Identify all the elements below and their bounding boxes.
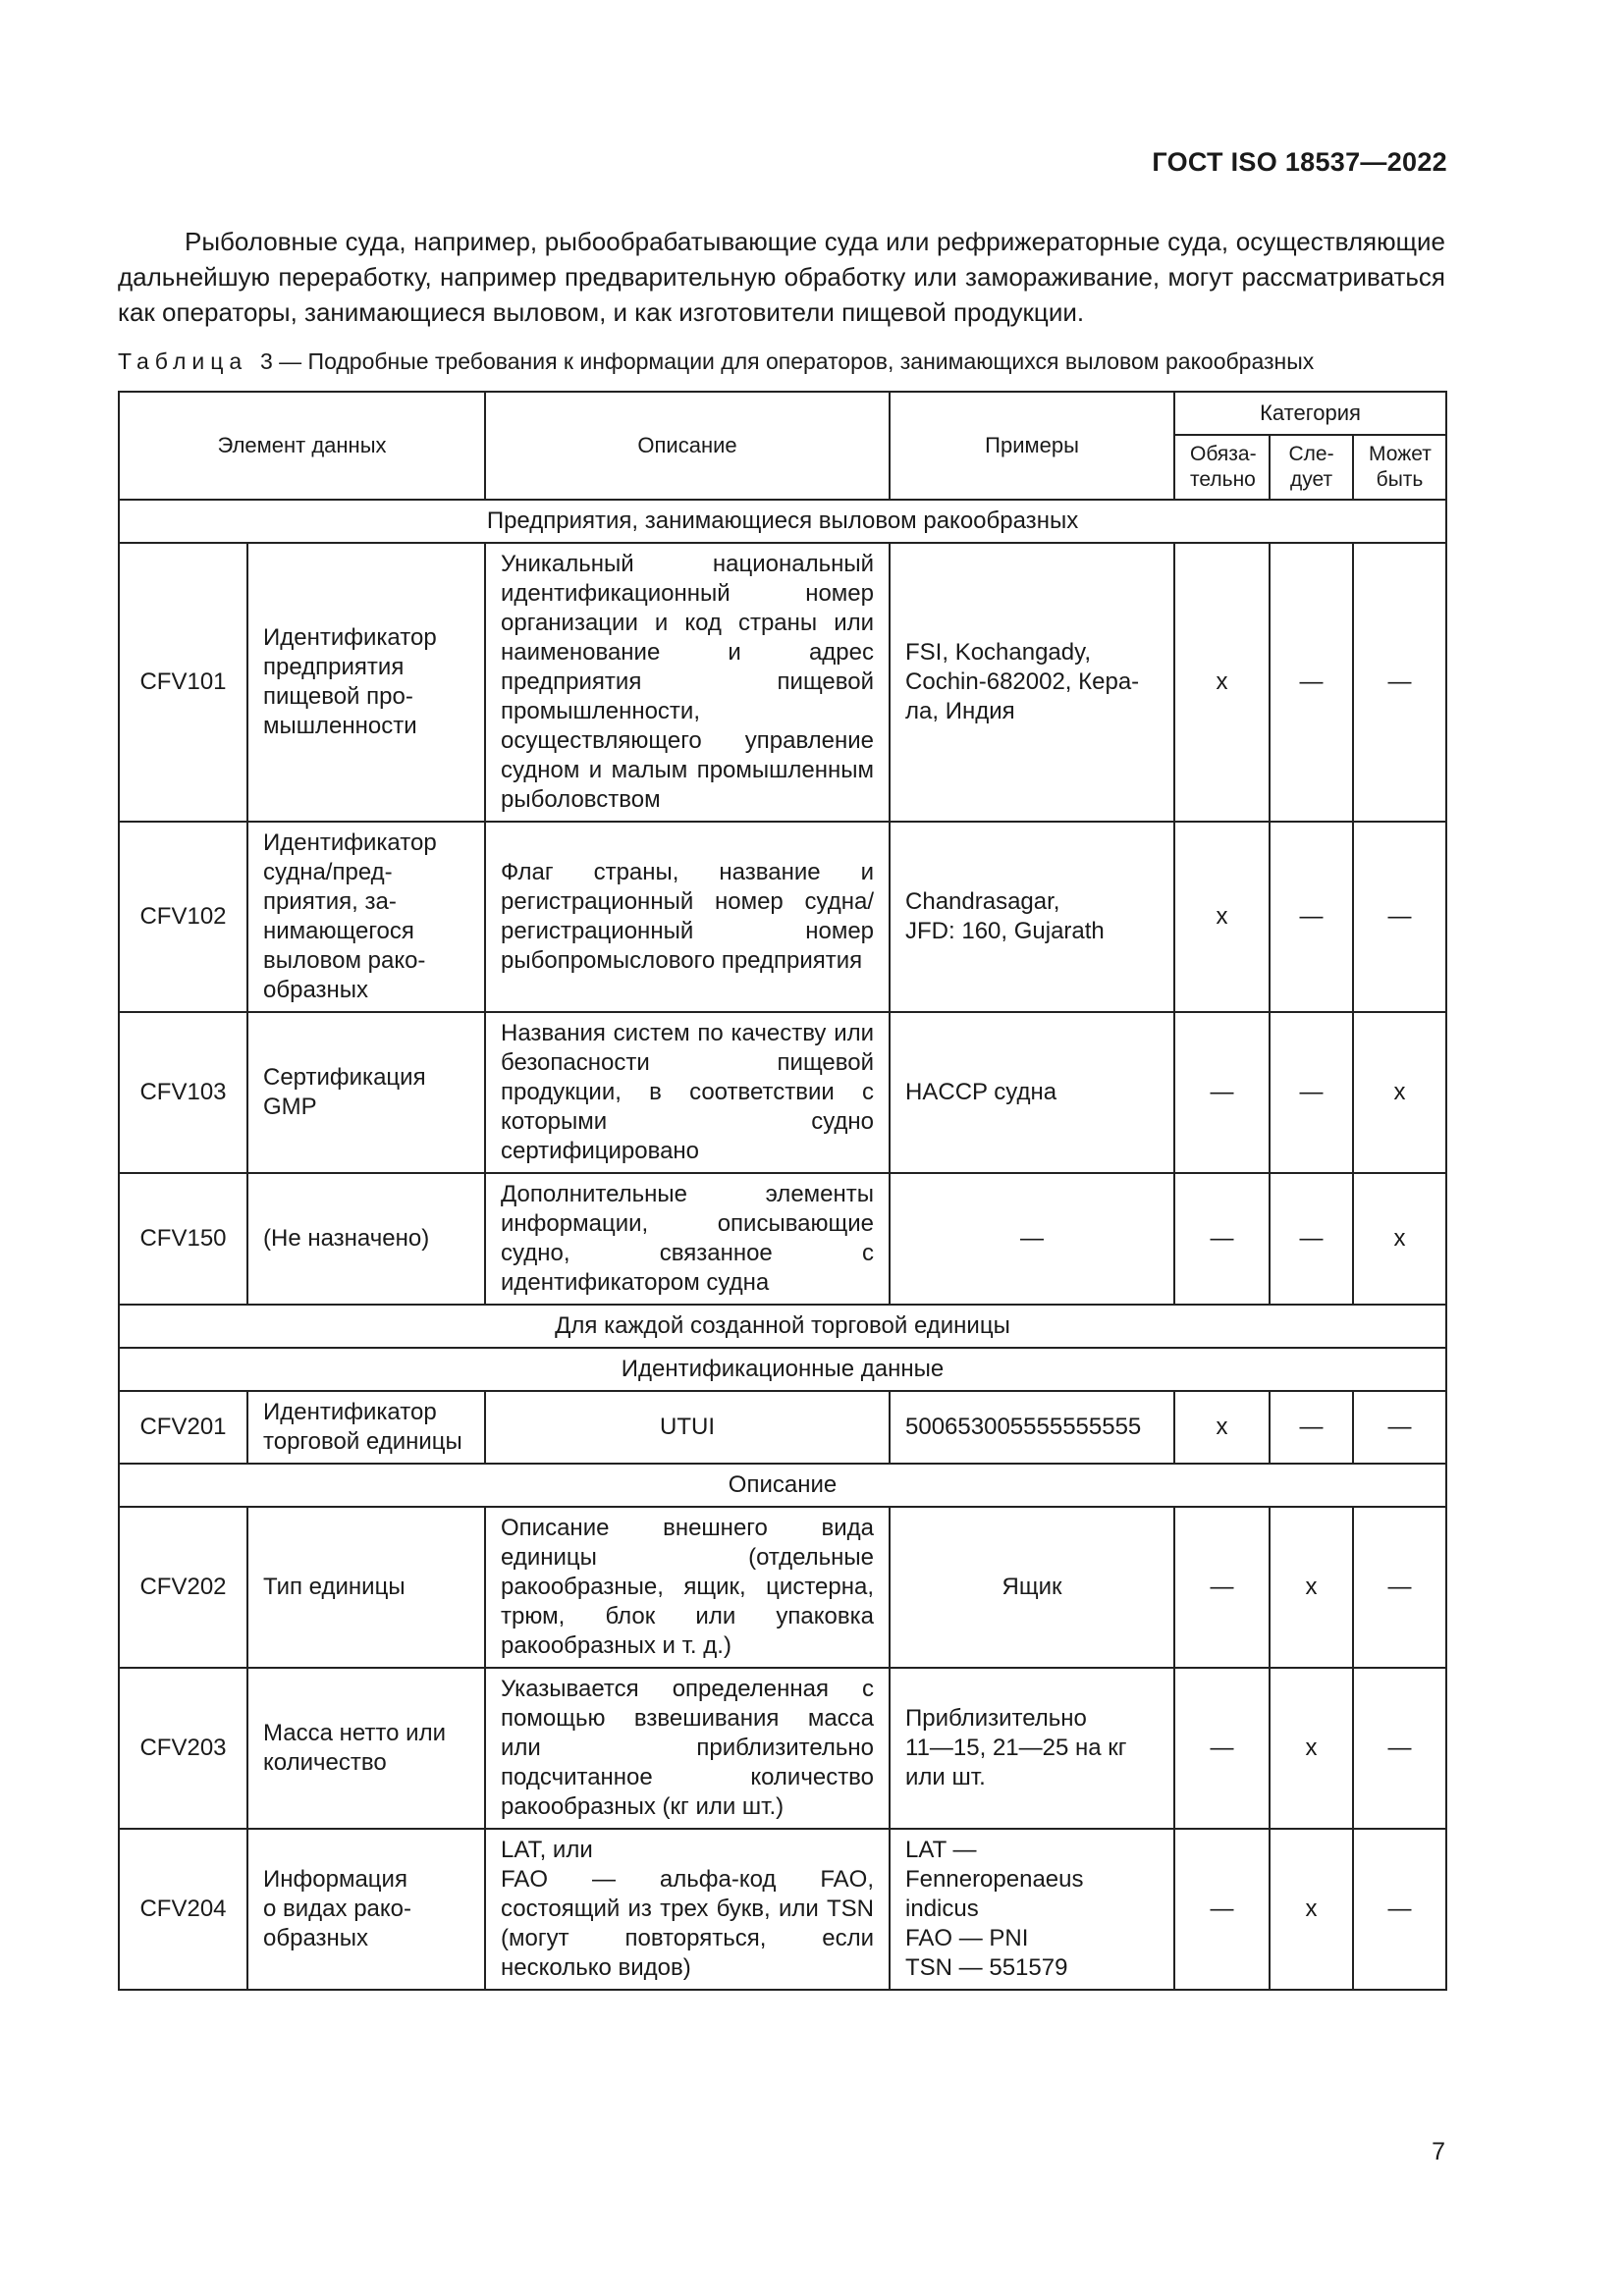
section-title: Предприятия, занимающиеся выловом ракообразных	[119, 500, 1446, 543]
header-row	[119, 392, 1446, 435]
section-title: Для каждой созданной торговой единицы	[119, 1305, 1446, 1348]
section-title: Описание	[119, 1464, 1446, 1507]
table-row	[119, 1173, 1446, 1305]
row-code: CFV202	[119, 1507, 247, 1668]
row-mandatory: x	[1174, 822, 1270, 1012]
row-examples: Chandrasagar, JFD: 160, Gujarath	[890, 822, 1174, 1012]
row-description: Уникальный национальный идентификационный номер организации и код страны или наименование и адрес предприятия пищевой промышленности, осуществляющего управление судном и малым промышленным рыболовством	[485, 543, 890, 822]
row-description: UTUI	[485, 1391, 890, 1464]
row-name: Идентификатор судна/пред- приятия, за- нимающегося выловом рако- образных	[247, 822, 485, 1012]
table-caption	[118, 348, 1314, 375]
row-name: Информация о видах рако- образных	[247, 1829, 485, 1990]
table-row	[119, 822, 1446, 1012]
row-examples: Ящик	[890, 1507, 1174, 1668]
row-code: CFV203	[119, 1668, 247, 1829]
header-category: Категория	[1174, 392, 1446, 435]
section-row	[119, 500, 1446, 543]
table-caption-label: Таблица	[118, 348, 248, 374]
requirements-table	[118, 391, 1447, 1991]
row-name: Тип единицы	[247, 1507, 485, 1668]
table-row	[119, 1668, 1446, 1829]
row-description: Флаг страны, название и регистрационный номер судна/регистрационный номер рыбопромыслового предприятия	[485, 822, 890, 1012]
row-mandatory: —	[1174, 1012, 1270, 1173]
header-element: Элемент данных	[119, 392, 485, 500]
row-should: —	[1270, 543, 1353, 822]
row-name: Идентификатор торговой единицы	[247, 1391, 485, 1464]
row-description: Описание внешнего вида единицы (отдельные ракообразные, ящик, цистерна, трюм, блок или упаковка ракообразных и т. д.)	[485, 1507, 890, 1668]
row-may: —	[1353, 1507, 1446, 1668]
row-mandatory: x	[1174, 1391, 1270, 1464]
row-should: x	[1270, 1829, 1353, 1990]
row-description: Указывается определенная с помощью взвешивания масса или приблизительно подсчитанное количество ракообразных (кг или шт.)	[485, 1668, 890, 1829]
row-name: Идентификатор предприятия пищевой про- мышленности	[247, 543, 485, 822]
table-row	[119, 1391, 1446, 1464]
row-description: Названия систем по качеству или безопасности пищевой продукции, в соответствии с которыми судно сертифицировано	[485, 1012, 890, 1173]
row-may: —	[1353, 1829, 1446, 1990]
row-code: CFV102	[119, 822, 247, 1012]
document-code: ГОСТ ISO 18537—2022	[1152, 147, 1447, 177]
row-code: CFV204	[119, 1829, 247, 1990]
row-mandatory: x	[1174, 543, 1270, 822]
table-caption-text: 3 — Подробные требования к информации для операторов, занимающихся выловом ракообразных	[259, 348, 1315, 374]
section-row	[119, 1305, 1446, 1348]
row-code: CFV201	[119, 1391, 247, 1464]
table-row	[119, 1829, 1446, 1990]
row-examples: Приблизительно 11—15, 21—25 на кг или шт.	[890, 1668, 1174, 1829]
row-examples: —	[890, 1173, 1174, 1305]
section-row	[119, 1464, 1446, 1507]
row-code: CFV150	[119, 1173, 247, 1305]
row-name: Масса нетто или количество	[247, 1668, 485, 1829]
row-mandatory: —	[1174, 1507, 1270, 1668]
row-examples: FSI, Kochangady, Cochin-682002, Кера- ла, Индия	[890, 543, 1174, 822]
section-row	[119, 1348, 1446, 1391]
row-may: x	[1353, 1012, 1446, 1173]
row-examples: 500653005555555555	[890, 1391, 1174, 1464]
row-name: (Не назначено)	[247, 1173, 485, 1305]
table-row	[119, 1012, 1446, 1173]
row-may: x	[1353, 1173, 1446, 1305]
row-examples: LAT — Fenneropenaeus indicus FAO — PNI TSN — 551579	[890, 1829, 1174, 1990]
row-mandatory: —	[1174, 1668, 1270, 1829]
row-may: —	[1353, 1391, 1446, 1464]
row-mandatory: —	[1174, 1829, 1270, 1990]
row-mandatory: —	[1174, 1173, 1270, 1305]
row-may: —	[1353, 822, 1446, 1012]
table-row	[119, 1507, 1446, 1668]
table-row	[119, 543, 1446, 822]
header-should: Сле- дует	[1270, 435, 1353, 500]
section-title: Идентификационные данные	[119, 1348, 1446, 1391]
row-should: —	[1270, 1173, 1353, 1305]
row-should: —	[1270, 1012, 1353, 1173]
header-examples: Примеры	[890, 392, 1174, 500]
row-code: CFV101	[119, 543, 247, 822]
header-description: Описание	[485, 392, 890, 500]
row-may: —	[1353, 543, 1446, 822]
row-description: LAT, или FAO — альфа-код FAO, состоящий из трех букв, или TSN (могут повторяться, если несколько видов)	[485, 1829, 890, 1990]
row-may: —	[1353, 1668, 1446, 1829]
header-may: Может быть	[1353, 435, 1446, 500]
page-number: 7	[1432, 2138, 1445, 2165]
row-should: —	[1270, 1391, 1353, 1464]
row-should: x	[1270, 1507, 1353, 1668]
row-name: Сертификация GMP	[247, 1012, 485, 1173]
row-should: —	[1270, 822, 1353, 1012]
header-mandatory: Обяза- тельно	[1174, 435, 1270, 500]
row-should: x	[1270, 1668, 1353, 1829]
row-code: CFV103	[119, 1012, 247, 1173]
row-description: Дополнительные элементы информации, описывающие судно, связанное с идентификатором судна	[485, 1173, 890, 1305]
intro-paragraph	[118, 224, 1445, 330]
intro-text: Рыболовные суда, например, рыбообрабатывающие суда или рефрижераторные суда, осуществляющие дальнейшую переработку, например предварительную обработку или замораживание, могут рассматриваться как операторы, занимающиеся выловом, и как изготовители пищевой продукции.	[118, 227, 1445, 327]
row-examples: HACCP судна	[890, 1012, 1174, 1173]
